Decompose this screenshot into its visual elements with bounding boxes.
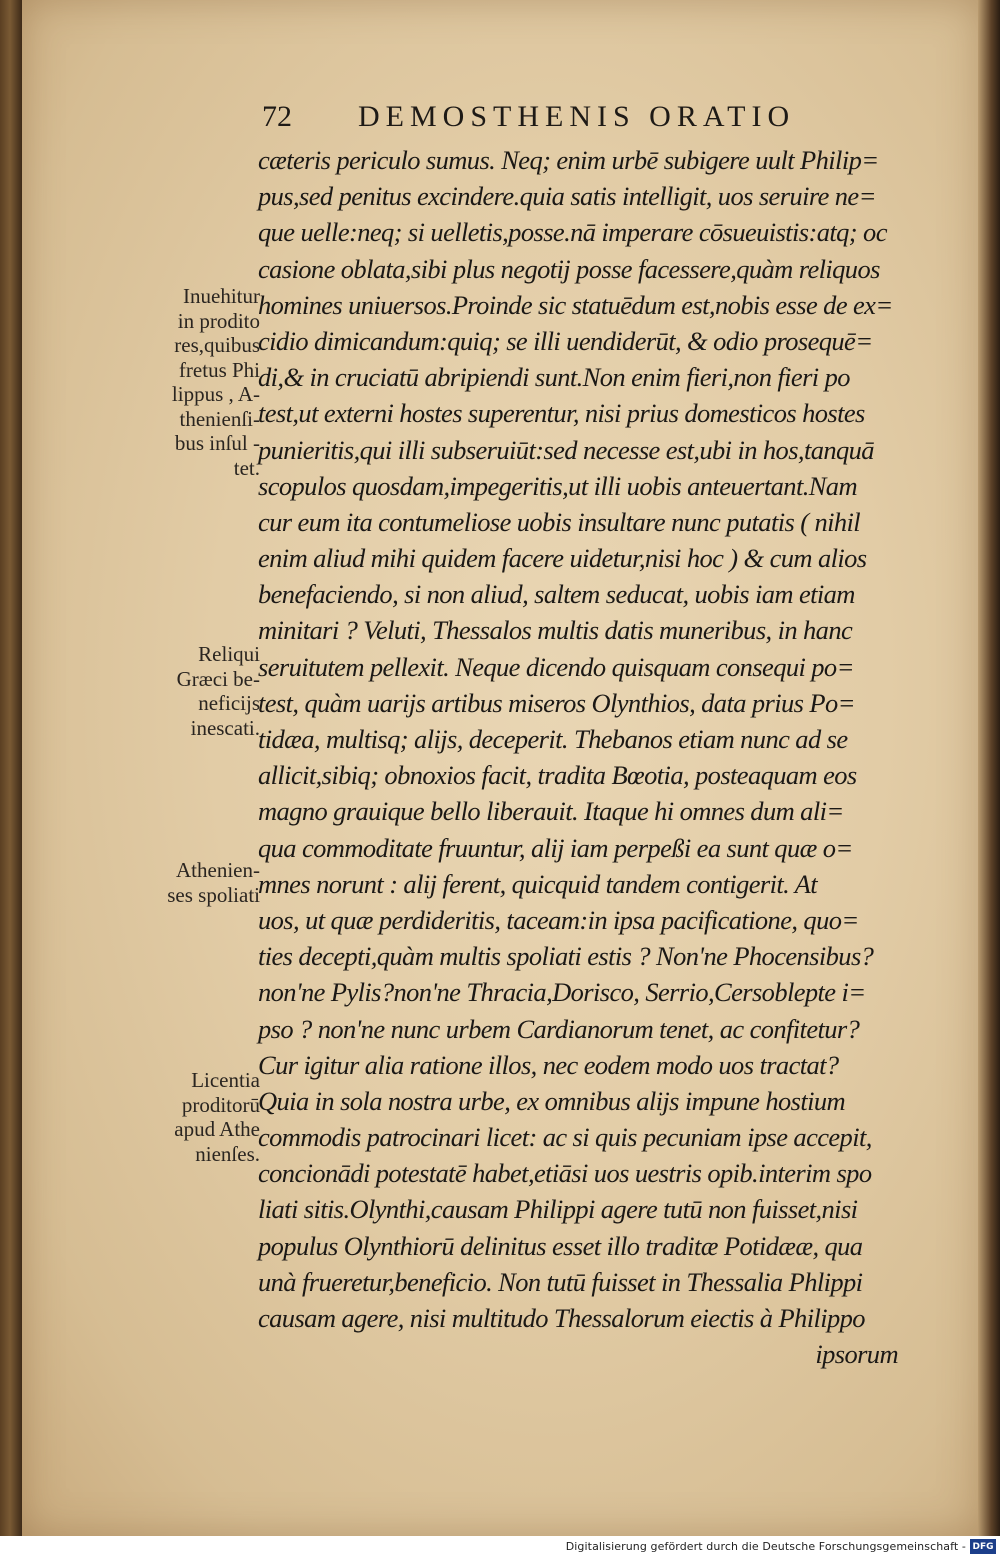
page-edge <box>978 0 1000 1536</box>
text-line: punieritis,qui illi subseruiūt:sed necesse est,ubi in hos,tanquā <box>258 434 874 465</box>
text-line: uos, ut quæ perdideritis, taceam:in ipsa pacificatione, quo= <box>258 904 859 935</box>
margin-note-line: proditorū <box>181 1092 260 1117</box>
margin-note-line: tet. <box>233 455 260 480</box>
text-line: minitari ? Veluti, Thessalos multis datis muneribus, in hanc <box>258 615 853 646</box>
running-title: DEMOSTHENIS ORATIO <box>358 100 796 133</box>
margin-note-line: Græci be- <box>176 666 260 691</box>
text-line: causam agere, nisi multitudo Thessalorum eiectis à Philippo <box>258 1303 865 1333</box>
margin-note-line: ses spoliati <box>167 882 260 907</box>
margin-note-line: fretus Phi <box>178 357 260 382</box>
text-line: qua commoditate fruuntur, alij iam perpeßi ea sunt quæ o= <box>258 832 853 863</box>
text-line: enim aliud mihi quidem facere uidetur,nisi hoc ) & cum alios <box>258 543 867 574</box>
text-line: mnes norunt : alij ferent, quicquid tandem contigerit. At <box>258 868 818 899</box>
text-line: casione oblata,sibi plus negotij posse facessere,quàm reliquos <box>258 253 880 284</box>
text-line: scopulos quosdam,impegeritis,ut illi uobis anteuertant.Nam <box>258 470 857 501</box>
text-line: test,ut externi hostes superentur, nisi prius domesticos hostes <box>258 398 865 429</box>
text-line: pus,sed penitus excindere.quia satis intelligit, uos seruire ne= <box>258 181 876 212</box>
margin-note-line: Reliqui <box>198 642 260 666</box>
margin-note-line: res,quibus <box>174 333 260 357</box>
text-line: populus Olynthiorū delinitus esset illo traditæ Potidææ, qua <box>258 1230 863 1261</box>
text-line: allicit,sibiq; obnoxios facit, tradita Bœotia, posteaquam eos <box>258 760 857 791</box>
text-line: liati sitis.Olynthi,causam Philippi agere tutū non fuisset,nisi <box>258 1194 858 1225</box>
margin-note-line: neficijs <box>198 691 260 715</box>
text-line: tidæa, multisq; alijs, deceperit. Thebanos etiam nunc ad se <box>258 724 848 754</box>
text-line: pso ? non'ne nunc urbem Cardianorum tenet, ac confitetur? <box>258 1013 860 1044</box>
margin-note-line: Athenien- <box>176 858 260 882</box>
text-line: concionādi potestatē habet,etiāsi uos uestris opib.interim spo <box>258 1158 872 1189</box>
text-line: Cur igitur alia ratione illos, nec eodem modo uos tractat? <box>258 1049 839 1080</box>
margin-note-line: inescati. <box>190 715 260 740</box>
margin-note-line: Licentia <box>191 1068 260 1092</box>
margin-note-licentia <box>128 1068 260 1166</box>
margin-note-line: thenienſi- <box>179 406 260 431</box>
text-line: magno grauique bello liberauit. Itaque hi omnes dum ali= <box>258 796 844 827</box>
dfg-logo: DFG <box>970 1539 996 1554</box>
text-line: test, quàm uarijs artibus miseros Olynthios, data prius Po= <box>258 687 855 718</box>
main-text-block <box>258 142 928 1372</box>
funding-credit: Digitalisierung gefördert durch die Deutsche Forschungsgemeinschaft - <box>565 1540 966 1553</box>
text-line: cur eum ita contumeliose uobis insultare nunc putatis ( nihil <box>258 506 861 537</box>
text-line: que uelle:neq; si uelletis,posse.nā imperare cōsueuistis:atq; oc <box>258 217 887 248</box>
text-line: di,& in cruciatū abripiendi sunt.Non enim fieri,non fieri po <box>258 362 850 393</box>
margin-note-line: apud Athe <box>174 1117 260 1141</box>
text-line: seruitutem pellexit. Neque dicendo quisquam consequi po= <box>258 651 854 682</box>
text-line: unà frueretur,beneficio. Non tutū fuisset in Thessalia Phlippi <box>258 1266 863 1297</box>
margin-note-line: nienſes. <box>195 1141 260 1166</box>
digitization-footer <box>0 1536 1000 1558</box>
text-line: cidio dimicandum:quiq; se illi uendiderūt, & odio prosequē= <box>258 325 873 356</box>
margin-note-line: lippus , A- <box>171 382 260 406</box>
catchword: ipsorum <box>815 1339 898 1370</box>
text-line: ties decepti,quàm multis spoliati estis ? Non'ne Phocensibus? <box>258 941 874 972</box>
margin-note-inuehitur <box>128 284 260 480</box>
text-line: homines uniuersos.Proinde sic statuēdum est,nobis esse de ex= <box>258 289 893 320</box>
page-number: 72 <box>262 100 292 133</box>
margin-note-line: in prodito <box>177 308 260 333</box>
margin-note-athenienses <box>128 858 260 907</box>
text-line: non'ne Pylis?non'ne Thracia,Dorisco, Serrio,Cersoblepte i= <box>258 977 866 1008</box>
margin-note-line: Inuehitur <box>183 284 260 308</box>
text-line: cæteris periculo sumus. Neq; enim urbē subigere uult Philip= <box>258 145 879 175</box>
text-line: commodis patrocinari licet: ac si quis pecuniam ipse accepit, <box>258 1122 872 1153</box>
text-line: Quia in sola nostra urbe, ex omnibus alijs impune hostium <box>258 1085 846 1116</box>
margin-note-reliqui <box>128 642 260 740</box>
page-header <box>262 100 862 140</box>
text-line: benefaciendo, si non aliud, saltem seducat, uobis iam etiam <box>258 579 855 610</box>
margin-note-line: bus inſul - <box>174 431 260 455</box>
